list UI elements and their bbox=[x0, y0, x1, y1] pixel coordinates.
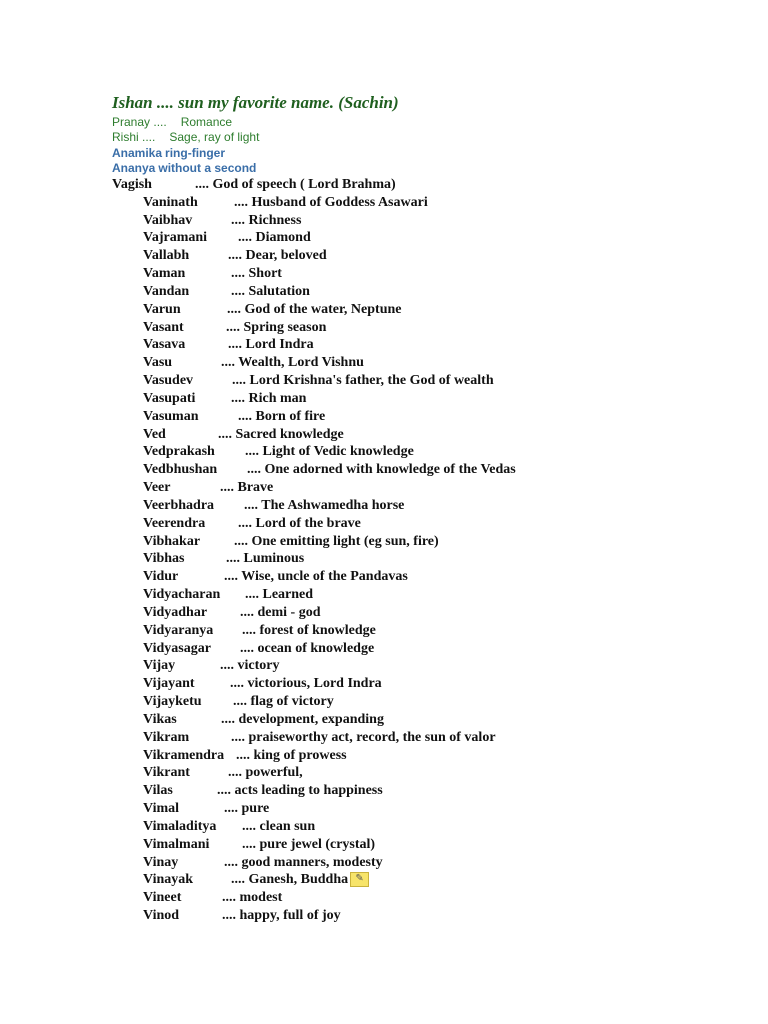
name-entry bbox=[143, 443, 414, 461]
entry-meaning: .... king of prowess bbox=[236, 747, 347, 763]
name-entry bbox=[143, 747, 347, 765]
name-entry bbox=[143, 604, 321, 622]
entry-meaning: .... victorious, Lord Indra bbox=[230, 676, 382, 692]
sub-entry-meaning: without a second bbox=[158, 161, 257, 175]
entry-meaning: .... victory bbox=[220, 658, 280, 674]
entry-name: Vidyacharan bbox=[143, 587, 221, 603]
entry-meaning: .... modest bbox=[222, 890, 283, 906]
entry-name: Vikrant bbox=[143, 765, 190, 781]
entry-meaning: .... pure bbox=[224, 801, 270, 817]
name-entry bbox=[143, 854, 383, 872]
name-entry bbox=[143, 640, 374, 658]
entry-name: Ved bbox=[143, 426, 166, 442]
entry-meaning: .... Lord Indra bbox=[228, 337, 314, 353]
name-entry bbox=[143, 586, 313, 604]
entry-meaning: .... God of speech ( Lord Brahma) bbox=[195, 177, 396, 192]
name-entry bbox=[143, 212, 301, 230]
entry-name: Vijayketu bbox=[143, 694, 202, 710]
entry-meaning: .... God of the water, Neptune bbox=[227, 301, 402, 317]
name-entry bbox=[143, 907, 341, 925]
name-entry bbox=[143, 515, 361, 533]
entry-name: Vimaladitya bbox=[143, 818, 217, 834]
entry-name: Vidyadhar bbox=[143, 604, 208, 620]
name-entry bbox=[143, 657, 279, 675]
entry-meaning: .... Born of fire bbox=[238, 408, 326, 424]
entry-name: Vijayant bbox=[143, 676, 195, 692]
name-entry bbox=[143, 283, 310, 301]
entry-meaning: .... forest of knowledge bbox=[242, 622, 376, 638]
entry-name: Vedprakash bbox=[143, 444, 215, 460]
entry-name: Vikramendra bbox=[143, 747, 225, 763]
entry-meaning: .... flag of victory bbox=[233, 694, 334, 710]
name-entry bbox=[143, 836, 375, 854]
entry-name: Vinayak bbox=[143, 872, 194, 888]
entry-meaning: .... acts leading to happiness bbox=[217, 783, 383, 799]
name-entry bbox=[112, 176, 396, 194]
entry-meaning: .... Richness bbox=[231, 212, 302, 228]
name-entry bbox=[143, 533, 439, 551]
page-title: Ishan .... sun my favorite name. (Sachin) bbox=[112, 93, 399, 112]
name-entry bbox=[143, 711, 384, 729]
entry-meaning: .... Sacred knowledge bbox=[218, 426, 344, 442]
name-entry bbox=[143, 479, 273, 497]
entry-meaning: .... One adorned with knowledge of the Vedas bbox=[247, 462, 516, 478]
entry-meaning: .... Spring season bbox=[226, 319, 327, 335]
name-entry bbox=[143, 265, 282, 283]
name-entry bbox=[143, 550, 304, 568]
name-entry bbox=[143, 818, 315, 836]
name-entry bbox=[143, 764, 303, 782]
sub-entry bbox=[112, 130, 259, 144]
entry-name: Vinod bbox=[143, 908, 180, 924]
name-entry bbox=[143, 426, 344, 444]
entry-meaning: .... Learned bbox=[245, 587, 314, 603]
entry-name: Vidyasagar bbox=[143, 640, 211, 656]
name-entry bbox=[143, 568, 408, 586]
entry-name: Vedbhushan bbox=[143, 462, 218, 478]
sub-entry-name: Ananya bbox=[112, 161, 156, 175]
name-entry bbox=[143, 372, 494, 390]
name-entry bbox=[143, 800, 269, 818]
entry-meaning: .... Brave bbox=[220, 480, 274, 496]
sub-entry-name: Pranay .... bbox=[112, 115, 167, 129]
entry-name: Vandan bbox=[143, 283, 190, 299]
entry-meaning: .... Husband of Goddess Asawari bbox=[234, 194, 428, 210]
sub-entry-name: Anamika bbox=[112, 146, 163, 160]
entry-meaning: .... powerful, bbox=[228, 765, 303, 781]
name-entry bbox=[143, 497, 404, 515]
entry-name: Veerendra bbox=[143, 515, 206, 531]
name-entry bbox=[143, 782, 383, 800]
name-entry bbox=[143, 622, 376, 640]
entry-name: Vikram bbox=[143, 729, 190, 745]
entry-meaning: .... ocean of knowledge bbox=[240, 640, 375, 656]
entry-name: Vasant bbox=[143, 319, 184, 335]
name-entry bbox=[143, 247, 327, 265]
entry-name: Vilas bbox=[143, 783, 173, 799]
entry-meaning: .... happy, full of joy bbox=[222, 908, 341, 924]
entry-name: Vasuman bbox=[143, 408, 199, 424]
entry-meaning: .... development, expanding bbox=[221, 711, 384, 727]
sub-entry-name: Rishi .... bbox=[112, 130, 156, 144]
entry-name: Vimalmani bbox=[143, 836, 210, 852]
entry-name: Vijay bbox=[143, 658, 176, 674]
entry-meaning: .... Luminous bbox=[226, 551, 305, 567]
entry-name: Vaninath bbox=[143, 194, 198, 210]
entry-meaning: .... pure jewel (crystal) bbox=[242, 836, 376, 852]
name-entry bbox=[143, 889, 282, 907]
sub-entry bbox=[112, 146, 225, 160]
entry-name: Vibhakar bbox=[143, 533, 201, 549]
entry-name: Vineet bbox=[143, 890, 182, 906]
entry-name: Vinay bbox=[143, 854, 179, 870]
entry-meaning: .... Salutation bbox=[231, 283, 310, 299]
entry-meaning: .... Wealth, Lord Vishnu bbox=[221, 355, 364, 371]
name-entry bbox=[143, 319, 326, 337]
sub-entry-meaning: ring-finger bbox=[165, 146, 226, 160]
sticky-note-icon[interactable]: ✎ bbox=[350, 872, 369, 887]
sub-entry bbox=[112, 115, 232, 129]
entry-meaning: .... good manners, modesty bbox=[224, 854, 383, 870]
entry-meaning: .... demi - god bbox=[240, 604, 321, 620]
entry-name: Vasu bbox=[143, 355, 173, 371]
entry-name: Vaman bbox=[143, 266, 186, 282]
entry-meaning: .... Lord of the brave bbox=[238, 515, 361, 531]
entry-meaning: .... Short bbox=[231, 266, 282, 282]
entry-name: Vajramani bbox=[143, 230, 208, 246]
name-entry bbox=[143, 301, 401, 319]
name-entry bbox=[143, 675, 382, 693]
name-entry bbox=[143, 871, 369, 889]
entry-name: Vimal bbox=[143, 801, 180, 817]
entry-name: Vidyaranya bbox=[143, 622, 214, 638]
entry-meaning: .... Ganesh, Buddha bbox=[231, 872, 349, 888]
entry-name: Veerbhadra bbox=[143, 497, 215, 513]
name-entry bbox=[143, 194, 428, 212]
entry-name: Varun bbox=[143, 301, 181, 317]
sub-entry bbox=[112, 161, 256, 175]
name-entry bbox=[143, 229, 311, 247]
entry-meaning: .... Diamond bbox=[238, 230, 311, 246]
sub-entry-meaning: Romance bbox=[180, 115, 233, 129]
entry-name: Vasupati bbox=[143, 390, 196, 406]
entry-meaning: .... Rich man bbox=[231, 390, 307, 406]
name-entry bbox=[143, 729, 496, 747]
entry-name: Vasudev bbox=[143, 373, 194, 389]
entry-meaning: .... praiseworthy act, record, the sun of valor bbox=[231, 729, 496, 745]
entry-name: Veer bbox=[143, 480, 171, 496]
entry-name: Vidur bbox=[143, 569, 179, 585]
name-entry bbox=[143, 354, 364, 372]
entry-name: Vaibhav bbox=[143, 212, 193, 228]
entry-meaning: .... Light of Vedic knowledge bbox=[245, 444, 414, 460]
entry-name: Vasava bbox=[143, 337, 186, 353]
entry-name: Vikas bbox=[143, 711, 177, 727]
name-entry bbox=[143, 336, 314, 354]
entry-name: Vibhas bbox=[143, 551, 185, 567]
entry-meaning: .... Dear, beloved bbox=[228, 248, 327, 264]
entry-meaning: .... Lord Krishna's father, the God of wealth bbox=[232, 373, 494, 389]
sub-entry-meaning: Sage, ray of light bbox=[169, 130, 260, 144]
name-entry bbox=[143, 390, 306, 408]
entry-meaning: .... clean sun bbox=[242, 818, 316, 834]
name-entry bbox=[143, 461, 516, 479]
entry-meaning: .... One emitting light (eg sun, fire) bbox=[234, 533, 439, 549]
entry-name: Vallabh bbox=[143, 248, 190, 264]
entry-name: Vagish bbox=[112, 177, 152, 192]
name-entry bbox=[143, 408, 325, 426]
entry-meaning: .... Wise, uncle of the Pandavas bbox=[224, 569, 408, 585]
entry-meaning: .... The Ashwamedha horse bbox=[244, 497, 405, 513]
name-entry bbox=[143, 693, 334, 711]
